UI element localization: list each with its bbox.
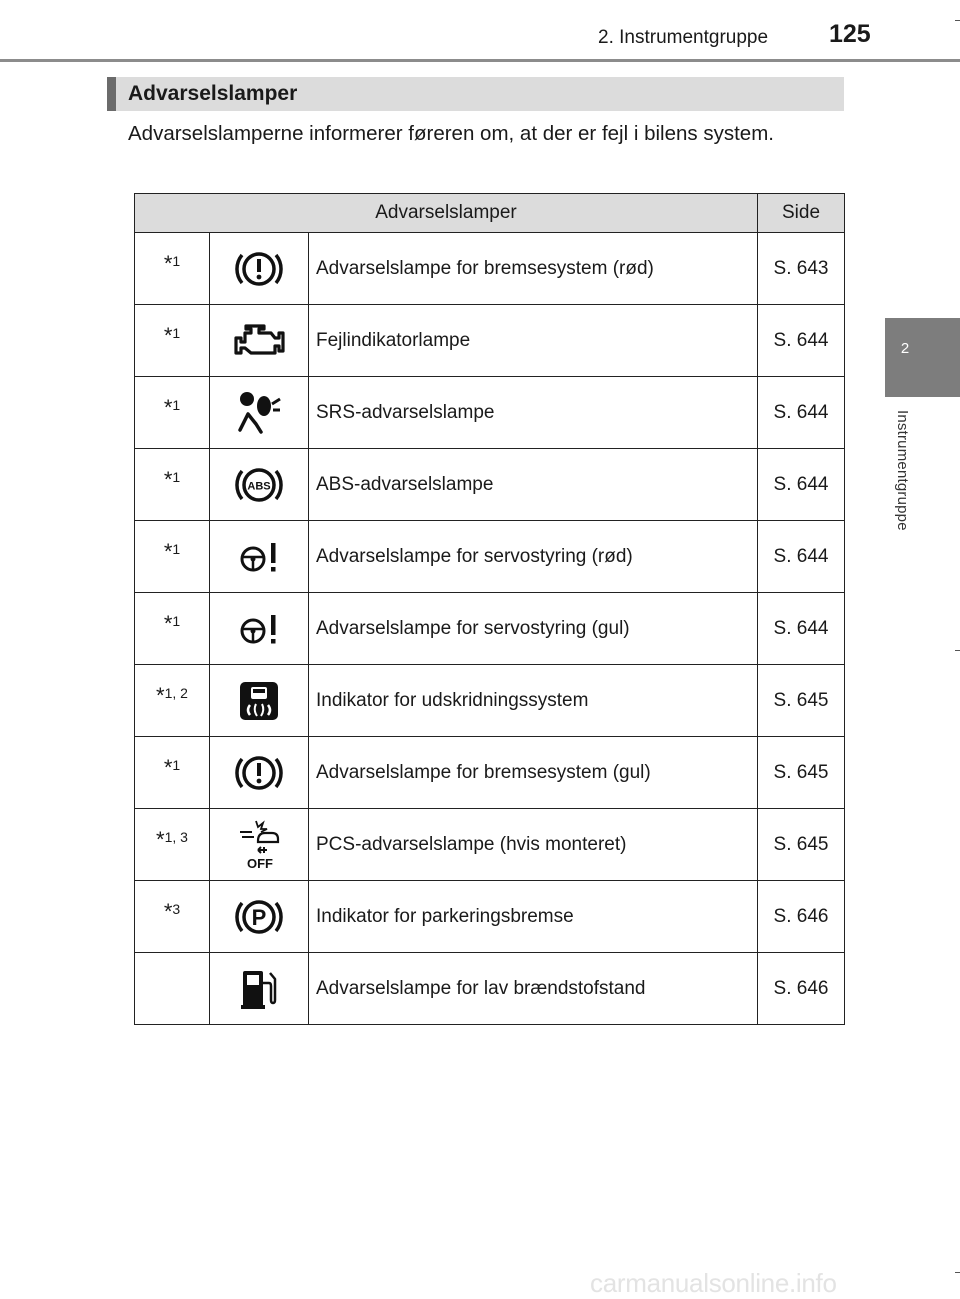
table-row — [135, 305, 845, 377]
table-row — [135, 665, 845, 737]
page-reference[interactable]: S. 646 — [758, 881, 845, 953]
page-reference[interactable]: S. 644 — [758, 305, 845, 377]
lamp-description: Advarselslampe for servostyring (gul) — [309, 593, 758, 665]
fuel-low-icon — [239, 967, 279, 1011]
table-row — [135, 233, 845, 305]
table-row — [135, 521, 845, 593]
footnote-mark: *1, 2 — [135, 665, 210, 737]
footnote-mark: *1 — [135, 377, 210, 449]
crop-mark — [955, 20, 960, 21]
engine-check-icon — [231, 321, 287, 361]
table-header-row — [135, 194, 845, 233]
column-header-lamps: Advarselslamper — [135, 194, 758, 233]
svg-text:ABS: ABS — [247, 480, 271, 492]
page-reference[interactable]: S. 646 — [758, 953, 845, 1025]
power-steering-icon — [237, 537, 281, 577]
footnote-mark: *1 — [135, 737, 210, 809]
footnote-mark: *1 — [135, 449, 210, 521]
column-header-page: Side — [758, 194, 845, 233]
brake-warning-icon — [233, 751, 285, 795]
table-row — [135, 809, 845, 881]
table-row — [135, 881, 845, 953]
intro-paragraph: Advarselslamperne informerer føreren om, at der er fejl i bilens system. — [128, 122, 774, 145]
page-reference[interactable]: S. 643 — [758, 233, 845, 305]
page-number: 125 — [829, 20, 871, 48]
power-steering-icon — [237, 609, 281, 649]
table-row — [135, 449, 845, 521]
warning-lamps-table — [134, 193, 845, 1025]
parking-brake-icon — [233, 895, 285, 939]
slip-indicator-icon — [238, 680, 280, 722]
lamp-description: ABS-advarselslampe — [309, 449, 758, 521]
page-reference[interactable]: S. 645 — [758, 809, 845, 881]
abs-icon — [233, 463, 285, 507]
svg-text:P: P — [251, 904, 267, 930]
chapter-tab-number: 2 — [900, 340, 910, 357]
lamp-description: Advarselslampe for lav brændstofstand — [309, 953, 758, 1025]
crop-mark — [955, 1272, 960, 1273]
table-row — [135, 377, 845, 449]
page-reference[interactable]: S. 644 — [758, 449, 845, 521]
footnote-mark: *1 — [135, 521, 210, 593]
lamp-description: PCS-advarselslampe (hvis monteret) — [309, 809, 758, 881]
lamp-description: SRS-advarselslampe — [309, 377, 758, 449]
svg-text:OFF: OFF — [247, 855, 273, 871]
header-rule — [0, 59, 960, 62]
watermark: carmanualsonline.info — [590, 1268, 837, 1298]
footnote-mark: *1 — [135, 305, 210, 377]
footnote-mark: *3 — [135, 881, 210, 953]
footnote-mark: *1, 3 — [135, 809, 210, 881]
lamp-description: Indikator for parkeringsbremse — [309, 881, 758, 953]
lamp-description: Advarselslampe for bremsesystem (rød) — [309, 233, 758, 305]
page-reference[interactable]: S. 644 — [758, 521, 845, 593]
lamp-description: Advarselslampe for bremsesystem (gul) — [309, 737, 758, 809]
footnote-mark — [135, 953, 210, 1025]
lamp-description: Advarselslampe for servostyring (rød) — [309, 521, 758, 593]
section-heading-accent — [107, 77, 116, 111]
footnote-mark: *1 — [135, 233, 210, 305]
lamp-description: Fejlindikatorlampe — [309, 305, 758, 377]
pcs-off-icon — [234, 819, 284, 871]
chapter-tab-label: Instrumentgruppe — [894, 410, 911, 531]
brake-warning-icon — [233, 247, 285, 291]
crop-mark — [955, 650, 960, 651]
chapter-tab — [885, 318, 960, 397]
chapter-title: 2. Instrumentgruppe — [598, 27, 769, 48]
table-row — [135, 593, 845, 665]
footnote-mark: *1 — [135, 593, 210, 665]
section-title: Advarselslamper — [128, 82, 298, 105]
page-reference[interactable]: S. 645 — [758, 737, 845, 809]
page-reference[interactable]: S. 645 — [758, 665, 845, 737]
srs-airbag-icon — [234, 390, 284, 436]
page-reference[interactable]: S. 644 — [758, 377, 845, 449]
table-row — [135, 953, 845, 1025]
page-reference[interactable]: S. 644 — [758, 593, 845, 665]
lamp-description: Indikator for udskridningssystem — [309, 665, 758, 737]
table-row — [135, 737, 845, 809]
